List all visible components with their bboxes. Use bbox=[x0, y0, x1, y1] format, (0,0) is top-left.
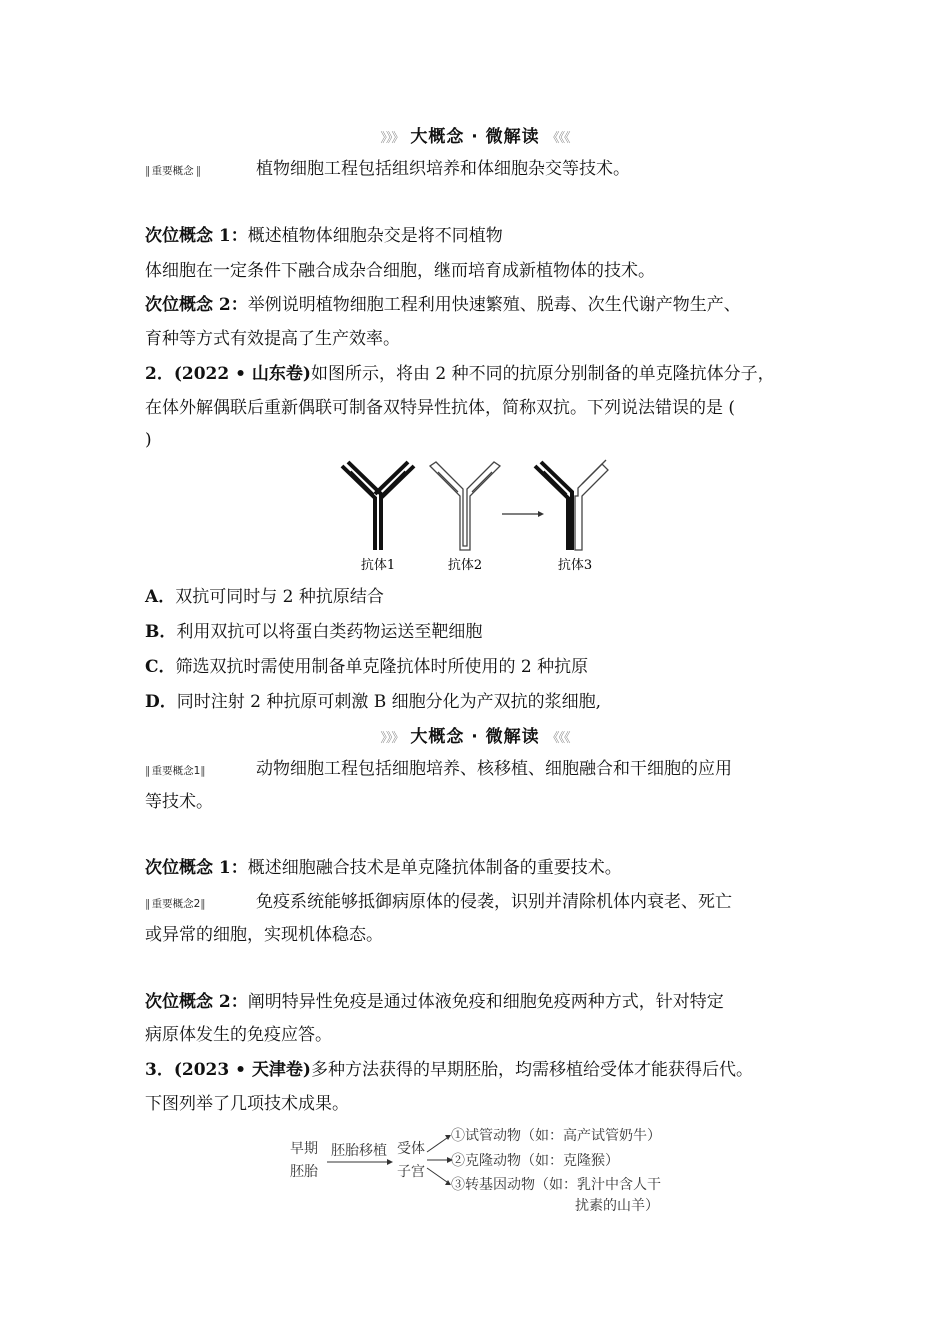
sub-concept-3 bbox=[145, 856, 622, 880]
tag-label: 重要概念 bbox=[151, 165, 194, 177]
option-key: D． bbox=[145, 692, 177, 712]
figure-label: 抗体3 bbox=[557, 558, 593, 573]
flow-start-label: 胚胎 bbox=[290, 1164, 318, 1180]
flow-outcome: ①试管动物（如：高产试管奶牛） bbox=[451, 1128, 661, 1144]
flow-mid-label: 子宫 bbox=[397, 1164, 425, 1180]
sub-concept-1-line2: 体细胞在一定条件下融合成杂合细胞，继而培育成新植物体的技术。 bbox=[145, 261, 655, 281]
sub-concept-1 bbox=[145, 224, 503, 248]
sub-concept-prefix: 次位概念 2： bbox=[145, 992, 248, 1012]
arrow-icon bbox=[502, 511, 544, 517]
sub-concept-prefix: 次位概念 1： bbox=[145, 226, 248, 246]
section-banner bbox=[0, 722, 950, 747]
option-key: A． bbox=[145, 587, 176, 607]
antibody-3-icon bbox=[535, 460, 608, 550]
sub-concept-text: 阐明特异性免疫是通过体液免疫和细胞免疫两种方式，针对特定 bbox=[247, 992, 724, 1012]
flow-arrow-label: 胚胎移植 bbox=[331, 1143, 387, 1159]
option-b[interactable] bbox=[145, 620, 482, 644]
option-text: 利用双抗可以将蛋白类药物运送至靶细胞 bbox=[176, 622, 483, 642]
option-key: B． bbox=[145, 622, 177, 642]
arrow-icon bbox=[327, 1159, 393, 1165]
sub-concept-text: 概述植物体细胞杂交是将不同植物 bbox=[247, 226, 503, 246]
question-3-line2: 下图列举了几项技术成果。 bbox=[145, 1094, 349, 1114]
banner-title: 大概念 · 微解读 bbox=[410, 727, 540, 747]
sub-concept-2-line2: 育种等方式有效提高了生产效率。 bbox=[145, 329, 400, 349]
antibody-figure bbox=[330, 458, 630, 578]
section-banner bbox=[0, 122, 950, 147]
tag-label: 重要概念2 bbox=[151, 898, 201, 910]
question-2-stem bbox=[145, 362, 775, 386]
branch-arrows-icon bbox=[427, 1135, 453, 1185]
banner-left-arrows: 》》》 bbox=[380, 731, 404, 746]
concept-text: 动物细胞工程包括细胞培养、核移植、细胞融合和干细胞的应用 bbox=[256, 759, 732, 779]
flow-outcome: ③转基因动物（如：乳汁中含人干 bbox=[451, 1177, 661, 1193]
sub-concept-2 bbox=[145, 293, 741, 317]
concept-text-line2: 或异常的细胞，实现机体稳态。 bbox=[145, 925, 383, 945]
option-a[interactable] bbox=[145, 585, 384, 609]
figure-label: 抗体2 bbox=[447, 558, 483, 573]
flow-mid-label: 受体 bbox=[397, 1141, 425, 1157]
option-key: C． bbox=[145, 657, 176, 677]
question-text: 如图所示，将由 2 种不同的抗原分别制备的单克隆抗体分子， bbox=[310, 364, 775, 384]
tag-label: 重要概念1 bbox=[151, 765, 201, 777]
antibody-1-icon bbox=[342, 462, 414, 550]
banner-left-arrows: 》》》 bbox=[380, 131, 404, 146]
sub-concept-text: 概述细胞融合技术是单克隆抗体制备的重要技术。 bbox=[247, 858, 622, 878]
concept-text: 植物细胞工程包括组织培养和体细胞杂交等技术。 bbox=[256, 159, 630, 179]
question-source: (2022 • 山东卷) bbox=[173, 364, 311, 384]
sub-concept-prefix: 次位概念 2： bbox=[145, 295, 248, 315]
option-d[interactable] bbox=[145, 690, 601, 714]
important-concept-tag: ‖ 重要概念 ‖ bbox=[145, 165, 201, 177]
question-2-line2: 在体外解偶联后重新偶联可制备双特异性抗体，简称双抗。下列说法错误的是 ( bbox=[145, 398, 736, 418]
banner-right-arrows: 《《《 bbox=[546, 731, 570, 746]
figure-label: 抗体1 bbox=[360, 558, 396, 573]
option-c[interactable] bbox=[145, 655, 588, 679]
sub-concept-4-line2: 病原体发生的免疫应答。 bbox=[145, 1025, 332, 1045]
question-text: 多种方法获得的早期胚胎，均需移植给受体才能获得后代。 bbox=[310, 1060, 753, 1080]
sub-concept-4 bbox=[145, 990, 724, 1014]
flow-outcome-line2: 扰素的山羊） bbox=[575, 1198, 659, 1214]
question-2-line3: ) bbox=[145, 430, 152, 450]
sub-concept-prefix: 次位概念 1： bbox=[145, 858, 248, 878]
question-3-stem bbox=[145, 1058, 753, 1082]
option-text: 同时注射 2 种抗原可刺激 B 细胞分化为产双抗的浆细胞, bbox=[176, 692, 602, 712]
flow-start-label: 早期 bbox=[290, 1141, 318, 1157]
sub-concept-text: 举例说明植物细胞工程利用快速繁殖、脱毒、次生代谢产物生产、 bbox=[247, 295, 741, 315]
concept-text-line2: 等技术。 bbox=[145, 792, 213, 812]
antibody-2-icon bbox=[430, 462, 500, 550]
banner-title: 大概念 · 微解读 bbox=[410, 127, 540, 147]
embryo-transfer-diagram bbox=[285, 1120, 685, 1220]
question-number: 2． bbox=[145, 364, 174, 384]
question-source: (2023 • 天津卷) bbox=[173, 1060, 311, 1080]
option-text: 筛选双抗时需使用制备单克隆抗体时所使用的 2 种抗原 bbox=[175, 657, 589, 677]
flow-outcome: ②克隆动物（如：克隆猴） bbox=[451, 1153, 619, 1169]
banner-right-arrows: 《《《 bbox=[546, 131, 570, 146]
important-concept-tag: ‖ 重要概念2‖ bbox=[145, 898, 205, 910]
option-text: 双抗可同时与 2 种抗原结合 bbox=[175, 587, 384, 607]
concept-text: 免疫系统能够抵御病原体的侵袭，识别并清除机体内衰老、死亡 bbox=[256, 892, 732, 912]
important-concept-tag: ‖ 重要概念1‖ bbox=[145, 765, 205, 777]
question-number: 3． bbox=[145, 1060, 174, 1080]
